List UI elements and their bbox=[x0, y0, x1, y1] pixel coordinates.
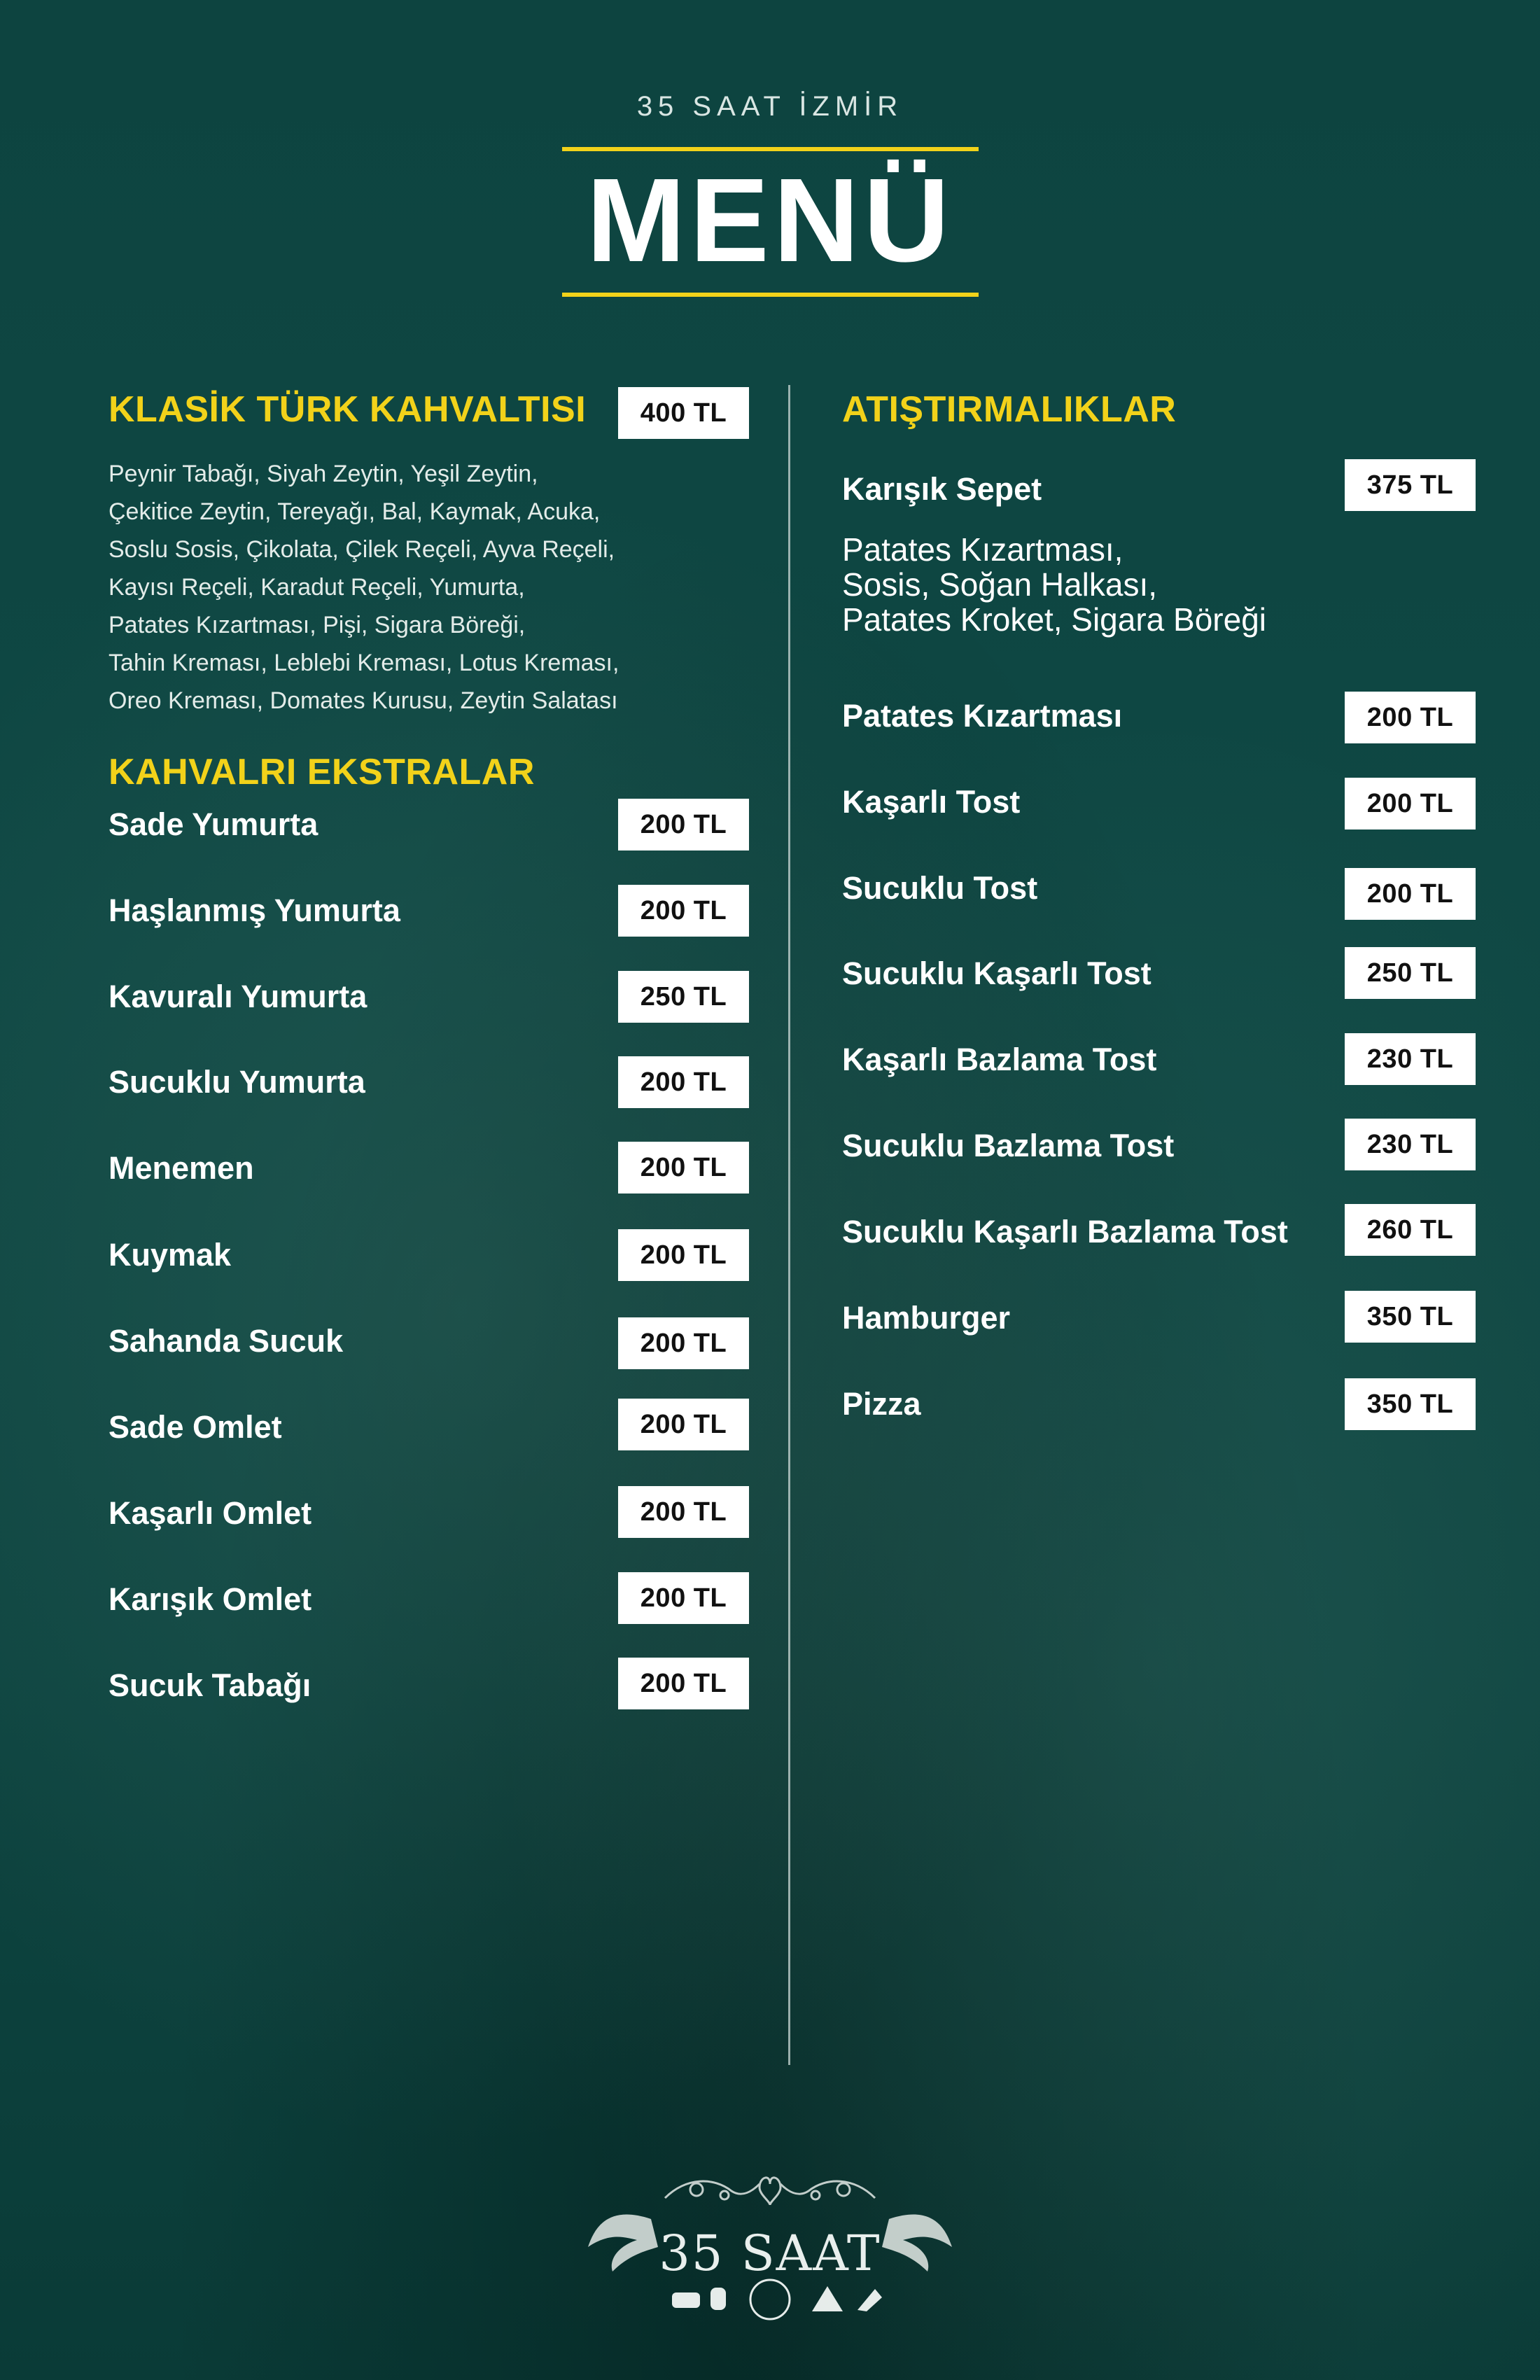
menu-item-price: 250 TL bbox=[618, 971, 749, 1023]
menu-item-name: Kaşarlı Tost bbox=[842, 784, 1021, 820]
page-title: MENÜ bbox=[586, 154, 954, 287]
menu-item-price: 375 TL bbox=[1345, 459, 1476, 511]
breakfast-description-line: Çekitice Zeytin, Tereyağı, Bal, Kaymak, Acuka, bbox=[108, 498, 601, 525]
mixed-basket-description-line: Patates Kızartması, bbox=[842, 531, 1124, 568]
mixed-basket-description-line: Sosis, Soğan Halkası, bbox=[842, 566, 1158, 603]
menu-item-price: 200 TL bbox=[1345, 868, 1476, 920]
menu-item-price: 200 TL bbox=[618, 1572, 749, 1624]
section-title-breakfast: KLASİK TÜRK KAHVALTISI bbox=[108, 389, 587, 430]
menu-item-price: 350 TL bbox=[1345, 1291, 1476, 1343]
menu-item-name: Pizza bbox=[842, 1386, 921, 1422]
column-divider bbox=[788, 385, 790, 2065]
menu-item-price: 250 TL bbox=[1345, 947, 1476, 999]
breakfast-description-line: Tahin Kreması, Leblebi Kreması, Lotus Kreması, bbox=[108, 650, 620, 676]
menu-item-name: Sucuklu Bazlama Tost bbox=[842, 1128, 1175, 1163]
menu-item-price: 200 TL bbox=[618, 1056, 749, 1108]
menu-item-name: Sucuklu Kaşarlı Bazlama Tost bbox=[842, 1214, 1288, 1250]
menu-item-name: Haşlanmış Yumurta bbox=[108, 892, 400, 928]
menu-item-price: 200 TL bbox=[1345, 692, 1476, 743]
menu-item-name: Karışık Omlet bbox=[108, 1581, 312, 1617]
menu-item-name: Sade Yumurta bbox=[108, 806, 318, 842]
section-title-snacks: ATIŞTIRMALIKLAR bbox=[842, 389, 1177, 430]
mixed-basket-description bbox=[842, 532, 1472, 637]
menu-item-name: Kavuralı Yumurta bbox=[108, 979, 368, 1014]
menu-item-price: 200 TL bbox=[618, 1486, 749, 1538]
breakfast-description-line: Peynir Tabağı, Siyah Zeytin, Yeşil Zeytin, bbox=[108, 461, 538, 487]
menu-item-name: Kaşarlı Omlet bbox=[108, 1495, 312, 1531]
breakfast-description-line: Patates Kızartması, Pişi, Sigara Böreği, bbox=[108, 612, 526, 638]
menu-item-price: 200 TL bbox=[618, 1658, 749, 1709]
menu-item-name: Sucuklu Yumurta bbox=[108, 1064, 365, 1100]
brand-subtitle: 35 SAAT İZMİR bbox=[636, 91, 904, 122]
menu-item-price: 230 TL bbox=[1345, 1119, 1476, 1170]
menu-item-name: Patates Kızartması bbox=[842, 698, 1123, 734]
menu-item-price: 200 TL bbox=[618, 885, 749, 937]
breakfast-description-line: Oreo Kreması, Domates Kurusu, Zeytin Salatası bbox=[108, 687, 618, 714]
menu-item-price: 230 TL bbox=[1345, 1033, 1476, 1085]
menu-item-price: 200 TL bbox=[618, 1317, 749, 1369]
price-breakfast: 400 TL bbox=[618, 387, 749, 439]
menu-item-price: 260 TL bbox=[1345, 1204, 1476, 1256]
breakfast-description-line: Soslu Sosis, Çikolata, Çilek Reçeli, Ayva Reçeli, bbox=[108, 536, 615, 563]
menu-item-name: Sucuklu Tost bbox=[842, 870, 1038, 906]
menu-item-name: Kuymak bbox=[108, 1237, 232, 1273]
menu-item-price: 200 TL bbox=[618, 799, 749, 850]
section-title-extras: KAHVALRI EKSTRALAR bbox=[108, 752, 535, 792]
menu-item-price: 200 TL bbox=[1345, 778, 1476, 830]
breakfast-description bbox=[108, 455, 738, 720]
menu-item-name: Sade Omlet bbox=[108, 1409, 282, 1445]
menu-item-price: 200 TL bbox=[618, 1399, 749, 1450]
mixed-basket-description-line: Patates Kroket, Sigara Böreği bbox=[842, 601, 1266, 638]
menu-item-price: 200 TL bbox=[618, 1229, 749, 1281]
breakfast-description-line: Kayısı Reçeli, Karadut Reçeli, Yumurta, bbox=[108, 574, 525, 601]
menu-item-name: Kaşarlı Bazlama Tost bbox=[842, 1042, 1157, 1077]
menu-item-name: Karışık Sepet bbox=[842, 471, 1042, 507]
title-bottom-rule bbox=[562, 293, 979, 297]
menu-item-name: Hamburger bbox=[842, 1300, 1011, 1336]
menu-item-price: 200 TL bbox=[618, 1142, 749, 1194]
menu-item-name: Sucuk Tabağı bbox=[108, 1667, 312, 1703]
title-top-rule bbox=[562, 147, 979, 151]
menu-item-name: Sucuklu Kaşarlı Tost bbox=[842, 955, 1152, 991]
logo-text: 35 SAAT bbox=[659, 2225, 881, 2282]
menu-item-price: 350 TL bbox=[1345, 1378, 1476, 1430]
brand-logo bbox=[581, 2149, 959, 2331]
menu-item-name: Sahanda Sucuk bbox=[108, 1323, 344, 1359]
menu-item-name: Menemen bbox=[108, 1150, 254, 1186]
